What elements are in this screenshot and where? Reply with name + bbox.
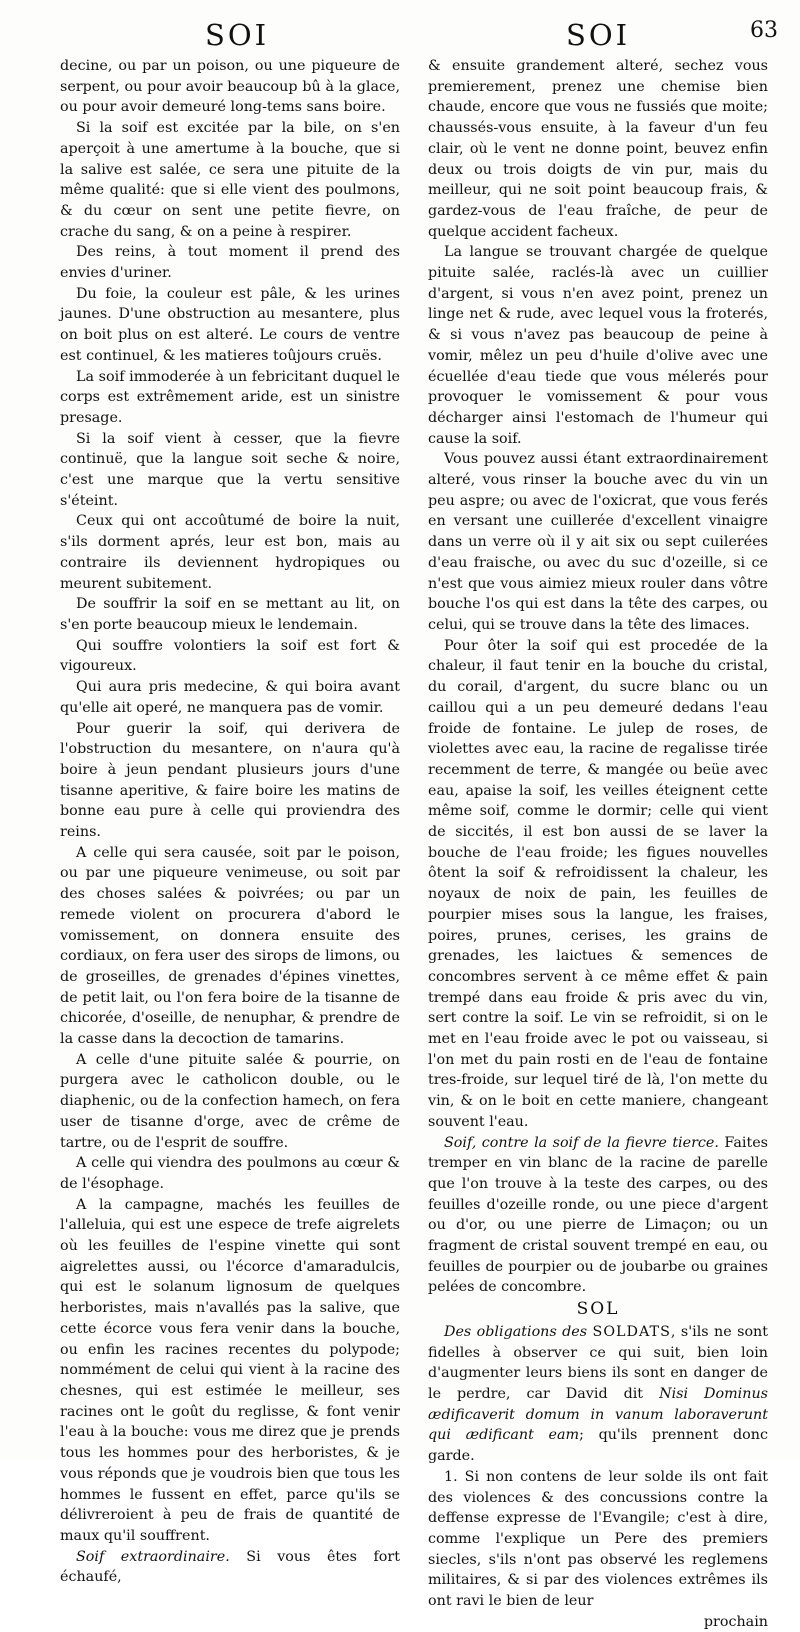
paragraph: decine, ou par un poison, ou une piqueure de serpent, ou pour avoir beaucoup bû à la glace, ou pour avoir demeuré long-tems sans boire.	[60, 58, 400, 116]
right-column	[428, 56, 768, 1632]
paragraph: Du foie, la couleur est pâle, & les urines jaunes. D'une obstruction au mesantere, plus on boit plus on est alteré. Le cours de ventre est continuel, & les matieres toûjours cruës.	[60, 285, 400, 364]
entry-keyword: SOLDATS	[592, 1323, 671, 1340]
paragraph	[60, 1547, 400, 1588]
running-head-left: SOI	[205, 18, 270, 52]
paragraph: A celle qui sera causée, soit par le poison, ou par une piqueure venimeuse, ou soit par des choses salées & poivrées; ou par un remede violent on procurera d'abord le vomissement, on donnera ensuite des cordiaux, on fera user des sirops de limons, ou de groseilles, de grenades d'épines vinettes, de petit lait, ou l'on fera boire de la tisanne de chicorée, d'oseille, de nenuphar, & prendre de la casse dans la decoction de tamarins.	[60, 844, 400, 1048]
paragraph: 1. Si non contens de leur solde ils ont fait des violences & des concussions contre la deffense expresse de l'Evangile; c'est à dire, comme l'explique un Pere des premiers siecles, s'ils n'ont pas observé les reglemens militaires, & si par des violences extrêmes ils ont ravi le bien de leur	[428, 1468, 768, 1610]
entry-text: Si vous êtes fort échaufé,	[60, 1548, 400, 1586]
running-head-right: SOI	[566, 18, 631, 52]
catchword: prochain	[703, 1613, 768, 1630]
paragraph: Des reins, à tout moment il prend des envies d'uriner.	[60, 244, 400, 282]
paragraph: Pour guerir la soif, qui derivera de l'obstruction du mesantere, on n'aura qu'à boire à jeun pendant plusieurs jours d'une tisanne aperitive, & faire boire les matins de bonne eau pure à celle qui proviendra des reins.	[60, 720, 400, 841]
left-column	[60, 56, 400, 1588]
paragraph: A celle qui viendra des poulmons au cœur & de l'ésophage.	[60, 1155, 400, 1192]
paragraph: Si la soif est excitée par la bile, on s'en aperçoit à une amertume à la bouche, que si la salive est salée, ce sera une pituite de la même qualité: que si elle vient des poulmons, & du cœur on sent une petite fievre, on crache du sang, & on a peine à respirer.	[60, 120, 400, 240]
paragraph: La langue se trouvant chargée de quelque pituite salée, raclés-là avec un cuillier d'argent, si vous n'en avez point, prenez un linge net & rude, avec lequel vous la froterés, & si vous n'avez pas beaucoup de peine à vomir, mêlez un peu d'huile d'olive avec une écuellée d'eau tiede que vous mélerés pour provoquer le vomissement & pour vous décharger ainsi l'estomach de l'humeur qui cause la soif.	[428, 244, 768, 447]
page-number: 63	[750, 18, 778, 43]
paragraph: A celle d'une pituite salée & pourrie, on purgera avec le catholicon double, ou le diaphenic, ou de la confection hamech, on fera user de tisanne d'orge, avec de crême de tartre, ou de l'esprit de souffre.	[60, 1051, 400, 1151]
section-heading: SOL	[576, 1299, 620, 1320]
paragraph: A la campagne, machés les feuilles de l'alleluia, qui est une espece de trefe aigrelets où les feuilles de l'espine vinette qui sont aigrelettes aussi, ou l'écorce d'amaradulcis, qui est le solanum lignosum de quelques herboristes, mais n'avallés pas la salive, que cette écorce vous fera venir dans la bouche, ou enfin les racines recentes du polypode; nommément de celui qui vient à la racine des chesnes, qui est estimée le meilleur, ses racines ont le goût du reglisse, & font venir l'eau à la bouche: vous me direz que je prends tous les hommes pour des herboristes, & je vous réponds que je voudrois bien que tous les hommes le fussent en effet, parce qu'ils se délivreroient à peu de frais de quantité de maux qu'il souffrent.	[60, 1196, 400, 1544]
paragraph: De souffrir la soif en se mettant au lit, on s'en porte beaucoup mieux le lendemain.	[60, 596, 400, 633]
paragraph: Pour ôter la soif qui est procedée de la chaleur, il faut tenir en la bouche du cristal, du corail, d'argent, du sucre blanc ou un caillou qui a un peu demeuré dedans l'eau froide de fontaine. Le julep de roses, de violettes avec eau, la racine de regalisse tirée recemment de terre, & mangée ou beüe avec eau, apaise la soif, les veilles éteignent cette même soif, comme le dormir; celle qui vient de siccités, il est bon aussi de se laver la bouche de l'eau froide; les figues nouvelles ôtent la soif & refroidissent la chaleur, les noyaux de noix de pain, les feuilles de pourpier mises sous la langue, les fraises, poires, prunes, cerises, les grains de grenades, les laictues & semences de concombres servent à ce même effet & pain trempé dans eau froide & pris avec du vin, sert contre la soif. Le vin se refroidit, si on le met en l'eau froide avec le pot ou vaisseau, si l'on met du pain rosti en de l'eau de fontaine tres-froide, sur lequel tiré de là, l'on mette du vin, & on le boit en cette maniere, changeant souvent l'eau.	[428, 637, 768, 1130]
paragraph: Qui aura pris medecine, & qui boira avant qu'elle ait operé, ne manquera pas de vomir.	[60, 679, 400, 716]
paragraph: Vous pouvez aussi étant extraordinairement alteré, vous rinser la bouche avec du vin un peu aspre; ou avec de l'oxicrat, que vous ferés en versant une cuillerée d'excellent vinaigre dans un verre où il y ait six ou sept cuilerées d'eau fraische, ou avec du suc d'ozeille, si ce n'est que vous aimiez mieux rouler dans vôtre bouche l'os qui est dans la tête des carpes, ou celui, qui se trouve dans la tête des limaces.	[428, 451, 768, 633]
latin-quote: Nisi Dominus ædificaverit domum in vanum laboraverunt qui ædificant eam	[428, 1386, 768, 1444]
paragraph: & ensuite grandement alteré, sechez vous premierement, prenez une chemise bien chaude, encore que vous ne fussiés que moite; chaussés-vous ensuite, à la faveur d'un feu clair, où le vent ne donne point, beuvez enfin deux ou trois doigts de vin pur, mais du meilleur, qui ne soit point beaucoup frais, & gardez-vous de l'eau fraîche, de peur de quelque accident facheux.	[428, 58, 768, 240]
paragraph: Qui souffre volontiers la soif est fort & vigoureux.	[60, 637, 400, 675]
entry-tail: ; qu'ils prennent donc garde.	[428, 1427, 768, 1465]
paragraph	[428, 1133, 768, 1299]
entry-text: , s'ils ne sont fidelles à observer ce qui suit, bien loin d'augmenter leurs biens ils sont en danger de le perdre, car David dit	[428, 1323, 769, 1402]
entry-text: Faites tremper en vin blanc de la racine de parelle que l'on trouve à la teste des carpes, ou des feuilles d'ozeille ronde, ou une piece d'argent ou d'or, ou une pierre de Limaçon; ou un fragment de cristal souvent trempé en eau, ou feuilles de pourpier ou de joubarbe ou graines pelées de concombre.	[428, 1134, 768, 1296]
paragraph	[428, 1322, 768, 1467]
entry-lead: Soif, contre la soif de la fievre tierce.	[444, 1134, 719, 1151]
paragraph: Si la soif vient à cesser, que la fievre continuë, que la langue soit seche & noire, c'est une marque que la vertu sensitive s'éteint.	[60, 430, 400, 509]
paragraph: La soif immoderée à un febricitant duquel le corps est extrêmement aride, est un sinistre presage.	[60, 368, 400, 426]
paragraph: Ceux qui ont accoûtumé de boire la nuit, s'ils dorment aprés, leur est bon, mais au contraire ils deviennent hydropiques ou meurent subitement.	[60, 513, 400, 592]
entry-lead: Des obligations des	[444, 1323, 588, 1340]
entry-lead: Soif extraordinaire.	[76, 1548, 230, 1565]
